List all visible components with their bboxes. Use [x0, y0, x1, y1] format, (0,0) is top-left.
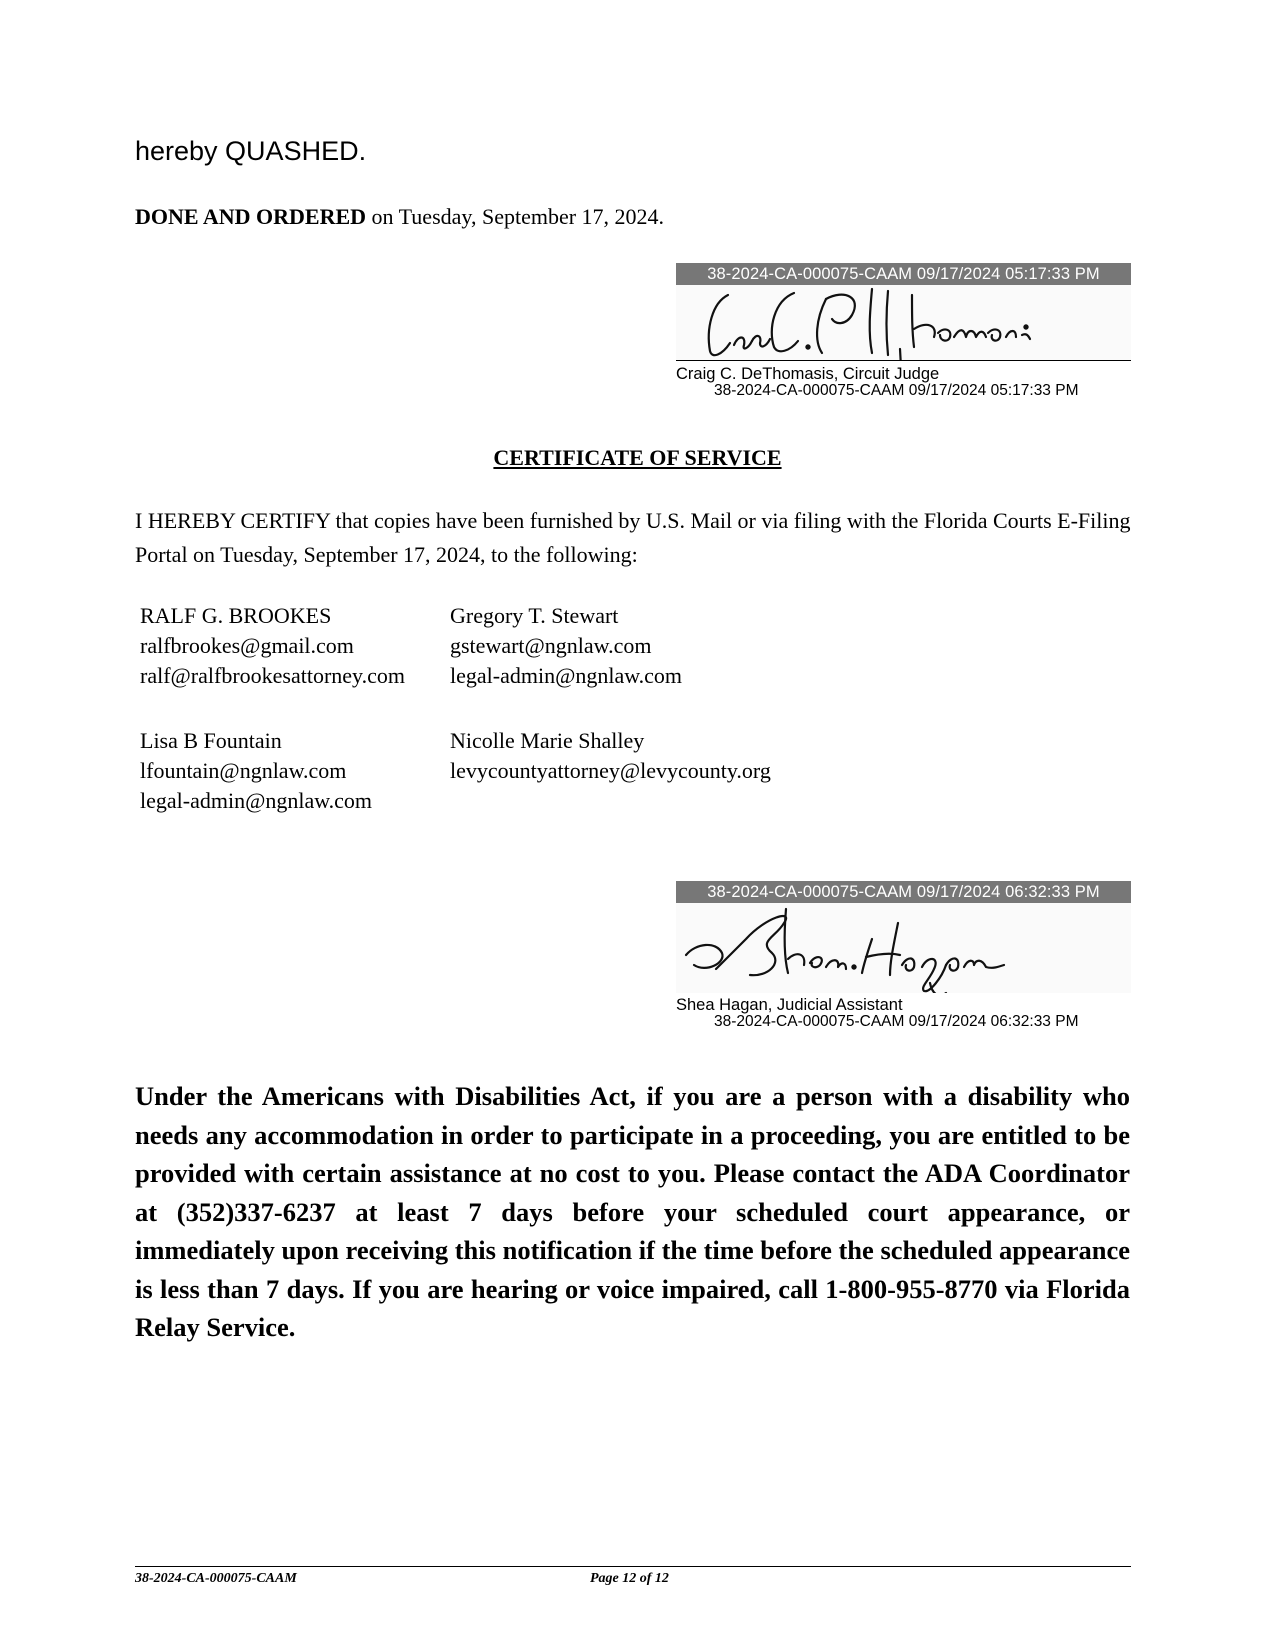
judge-signature-block — [676, 263, 1131, 399]
signature-line — [676, 360, 1131, 361]
e-stamp-secondary: 38-2024-CA-000075-CAAM 09/17/2024 05:17:33 PM — [714, 382, 1079, 399]
ada-notice: Under the Americans with Disabilities Act, if you are a person with a disability who needs any accommodation in order to participate in a proceeding, you are entitled to be provided with certain assistance at no cost to you. Please contact the ADA Coordinator at (352)337-6237 at least 7 days before your scheduled court appearance, or immediately upon receiving this notification if the time before the scheduled appearance is less than 7 days. If you are hearing or voice impaired, call 1-800-955-8770 via Florida Relay Service. — [135, 1081, 1130, 1342]
assistant-signature-image — [676, 903, 1131, 993]
assistant-signature — [676, 903, 1131, 993]
certificate-title: CERTIFICATE OF SERVICE — [493, 445, 782, 470]
party-email: levycountyattorney@levycounty.org — [450, 758, 771, 783]
party-name: Lisa B Fountain — [140, 728, 282, 753]
party-block — [140, 601, 405, 691]
judge-signature-image — [676, 285, 1131, 360]
assistant-name: Shea Hagan, Judicial Assistant — [676, 996, 903, 1014]
e-stamp: 38-2024-CA-000075-CAAM 09/17/2024 05:17:33 PM — [676, 263, 1131, 285]
party-block — [450, 601, 682, 691]
party-email: lfountain@ngnlaw.com — [140, 758, 347, 783]
certificate-body: I HEREBY CERTIFY that copies have been furnished by U.S. Mail or via filing with the Florida Courts E-Filing Portal on Tuesday, September 17, 2024, to the following: — [135, 508, 1131, 567]
party-name: Gregory T. Stewart — [450, 603, 619, 628]
done-and-ordered — [135, 204, 664, 230]
intro-text: hereby QUASHED. — [135, 136, 367, 166]
party-block — [450, 726, 771, 786]
party-name: RALF G. BROOKES — [140, 603, 332, 628]
done-bold: DONE AND ORDERED — [135, 204, 367, 229]
assistant-signature-block — [676, 881, 1131, 1030]
party-name: Nicolle Marie Shalley — [450, 728, 645, 753]
party-email: gstewart@ngnlaw.com — [450, 633, 652, 658]
footer-page-number: Page 12 of 12 — [590, 1571, 669, 1586]
done-date: on Tuesday, September 17, 2024. — [366, 204, 665, 229]
party-email: legal-admin@ngnlaw.com — [450, 663, 683, 688]
e-stamp: 38-2024-CA-000075-CAAM 09/17/2024 06:32:33 PM — [676, 881, 1131, 903]
footer-rule — [135, 1566, 1131, 1567]
e-stamp-secondary: 38-2024-CA-000075-CAAM 09/17/2024 06:32:33 PM — [714, 1013, 1079, 1030]
party-email: legal-admin@ngnlaw.com — [140, 788, 373, 813]
party-block — [140, 726, 372, 816]
footer-case-number: 38-2024-CA-000075-CAAM — [135, 1571, 297, 1586]
party-email: ralfbrookes@gmail.com — [140, 633, 354, 658]
judge-name: Craig C. DeThomasis, Circuit Judge — [676, 365, 940, 383]
party-email: ralf@ralfbrookesattorney.com — [140, 663, 405, 688]
judge-signature — [676, 285, 1131, 360]
